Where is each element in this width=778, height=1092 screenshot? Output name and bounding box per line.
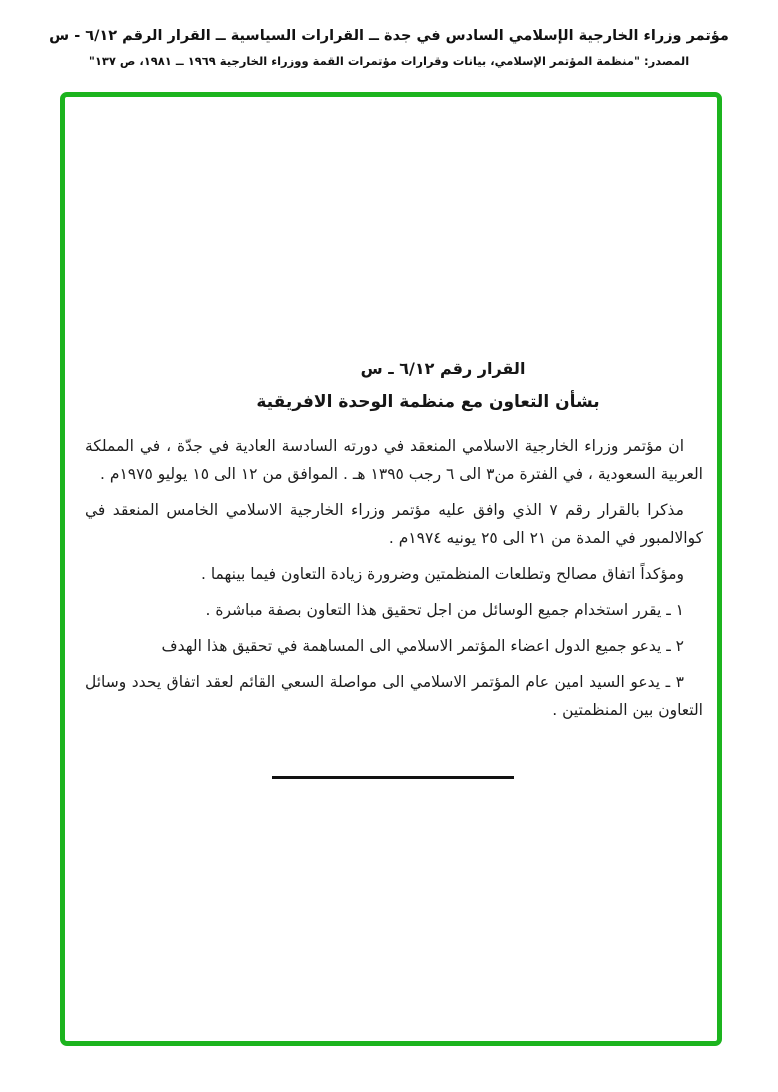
green-border-frame: [60, 92, 722, 1046]
resolution-body: [85, 358, 703, 732]
document-header: [0, 26, 778, 69]
header-source-line: المصدر: "منظمة المؤتمر الإسلامي، بيانات وقرارات مؤتمرات القمة ووزراء الخارجية ١٩٦٩ ــ ١٩٨١، ص ١٣٧": [88, 54, 690, 68]
paragraph-affirming: ومؤكداً اتفاق مصالح وتطلعات المنظمتين وضرورة زيادة التعاون فيما بينهما .: [200, 565, 684, 583]
resolution-item-2: ٢ ـ يدعو جميع الدول اعضاء المؤتمر الاسلامي الى المساهمة في تحقيق هذا الهدف: [161, 637, 684, 655]
footer-divider-line: [272, 776, 514, 779]
paragraph-preamble: ان مؤتمر وزراء الخارجية الاسلامي المنعقد في دورته السادسة العادية في جدّة ، في المملكة العربية السعودية ، في الفترة من٣ الى ٦ رجب ١٣٩٥ هـ . الموافق من ١٢ الى ١٥ يوليو ١٩٧٥م .: [85, 437, 703, 483]
resolution-item-3: ٣ ـ يدعو السيد امين عام المؤتمر الاسلامي الى مواصلة السعي القائم لعقد اتفاق يحدد وسائل التعاون بين المنظمتين .: [85, 673, 703, 719]
resolution-number-title: القرار رقم ٦/١٢ ـ س: [360, 359, 526, 378]
resolution-subject-title: بشأن التعاون مع منظمة الوحدة الافريقية: [256, 392, 600, 412]
header-title-line: مؤتمر وزراء الخارجية الإسلامي السادس في جدة ــ القرارات السياسية ــ القرار الرقم ٦/١٢ - س: [49, 28, 729, 44]
resolution-item-1: ١ ـ يقرر استخدام جميع الوسائل من اجل تحقيق هذا التعاون بصفة مباشرة .: [205, 601, 684, 619]
paragraph-recalling: مذكرا بالقرار رقم ٧ الذي وافق عليه مؤتمر وزراء الخارجية الاسلامي الخامس المنعقد في كوالالمبور في المدة من ٢١ الى ٢٥ يونيه ١٩٧٤م .: [85, 501, 703, 547]
